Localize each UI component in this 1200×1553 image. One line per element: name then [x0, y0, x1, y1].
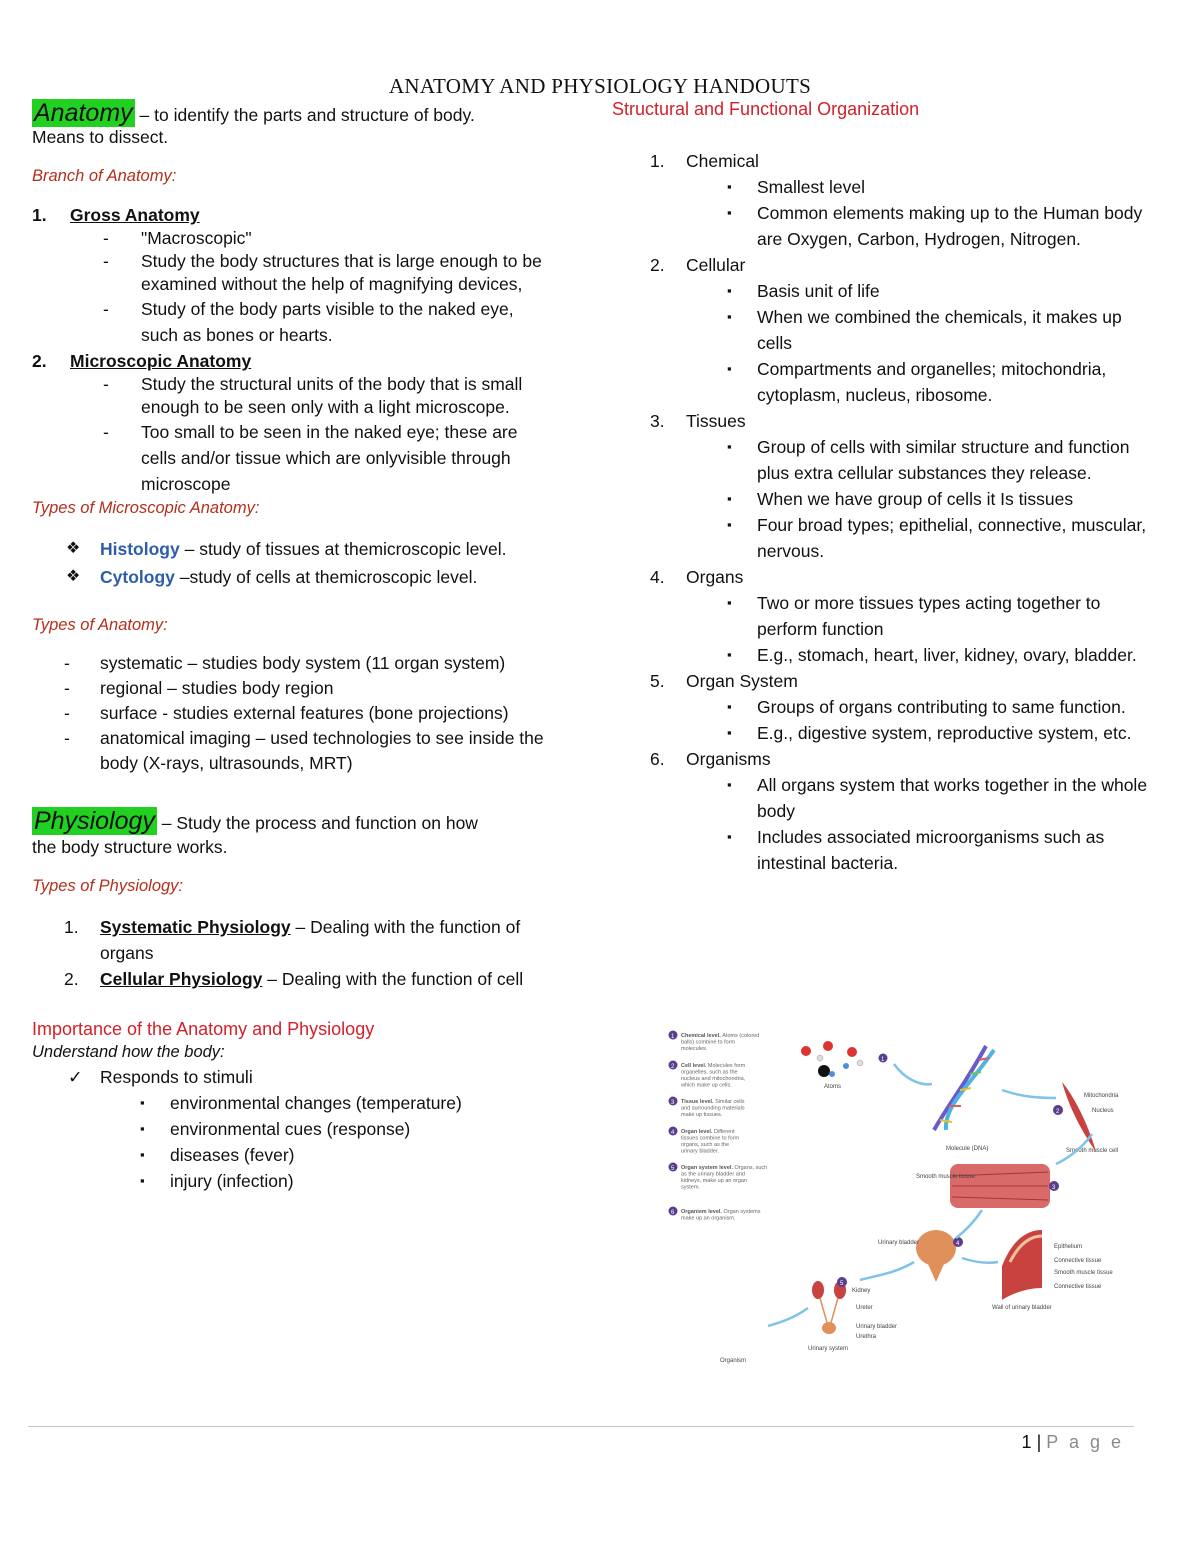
- arrow-4: [956, 1210, 982, 1238]
- anatomy-definition-text: – to identify the parts and structure of body.: [134, 105, 475, 125]
- anatomy-term: Anatomy: [34, 99, 133, 127]
- list-item: ▪ All organs system that works together in the whole body: [757, 772, 1152, 824]
- level-heading: [612, 746, 1152, 772]
- svg-text:2: 2: [671, 1064, 675, 1070]
- svg-text:1: 1: [881, 1057, 885, 1063]
- list-item: - Study the structural units of the body that is small enough to be seen only with a light microscope.: [103, 374, 523, 417]
- branch-microscopic-anatomy: [32, 350, 552, 497]
- physiology-types-list: [64, 914, 552, 992]
- list-item: ▪ Two or more tissues types acting together to perform function: [757, 590, 1152, 642]
- label-smooth-muscle-cell: Smooth muscle cell: [1066, 1148, 1119, 1154]
- list-item: ▪ When we have group of cells it Is tissues: [757, 486, 1152, 512]
- list-item: - Study the body structures that is large enough to be examined without the help of magnifying devices,: [103, 251, 542, 294]
- list-item: - Study of the body parts visible to the naked eye, such as bones or hearts.: [103, 299, 514, 345]
- list-item: - Too small to be seen in the naked eye; these are cells and/or tissue which are onlyvisible through microscope: [103, 422, 518, 494]
- svg-text:Cell level. Molecules formorga: Cell level. Molecules form organelles, such as the nucleus and mitochondria, which make up cells.: [681, 1063, 746, 1089]
- list-number: 4.: [650, 567, 665, 587]
- label-mitochondria: Mitochondria: [1084, 1093, 1119, 1099]
- atoms-illustration: [801, 1041, 888, 1090]
- list-item: ▪ injury (infection): [170, 1168, 552, 1194]
- list-item: ▪ Includes associated microorganisms such as intestinal bacteria.: [757, 824, 1152, 876]
- label-nucleus: Nucleus: [1092, 1108, 1114, 1114]
- legend-item: [669, 1061, 746, 1089]
- footer-divider: [28, 1426, 1134, 1427]
- square-bullet-icon: ▪: [727, 829, 732, 844]
- list-item: 2. Cellular Physiology – Dealing with the function of cell: [64, 969, 524, 989]
- svg-text:5: 5: [840, 1281, 844, 1287]
- list-item: - systematic – studies body system (11 organ system): [64, 653, 506, 673]
- list-number: 2.: [650, 255, 665, 275]
- organism-illustration: [720, 1358, 746, 1364]
- label-wall-of-urinary-bladder: Wall of urinary bladder: [992, 1305, 1052, 1311]
- list-number: 3.: [650, 411, 665, 431]
- level-name: Organ System: [686, 671, 798, 691]
- square-bullet-icon: ▪: [727, 595, 732, 610]
- square-bullet-icon: ▪: [727, 283, 732, 298]
- level-name: Organisms: [686, 749, 771, 769]
- organization-level: [612, 148, 1152, 252]
- svg-text:2: 2: [1056, 1109, 1060, 1115]
- level-heading: [612, 564, 1152, 590]
- physiology-definition-line2: the body structure works.: [32, 837, 228, 857]
- arrow-1: [894, 1064, 932, 1084]
- label-atoms: Atoms: [824, 1084, 842, 1090]
- list-item: ❖ Cytology –study of cells at themicroscopic level.: [100, 564, 552, 590]
- page-number: 1: [1021, 1432, 1032, 1452]
- diamond-bullet-icon: ❖: [66, 540, 81, 557]
- label-epithelium: Epithelium: [1054, 1244, 1083, 1250]
- svg-text:6: 6: [671, 1210, 675, 1216]
- list-item: ▪ Compartments and organelles; mitochondria, cytoplasm, nucleus, ribosome.: [757, 356, 1152, 408]
- square-bullet-icon: ▪: [727, 725, 732, 740]
- anatomy-definition: [32, 98, 552, 128]
- list-item: ✓ Responds to stimuli: [100, 1064, 552, 1090]
- page-footer: [1022, 1432, 1124, 1453]
- square-bullet-icon: ▪: [727, 309, 732, 324]
- label-urinary-system: Urinary system: [808, 1346, 849, 1352]
- dna-illustration: [934, 1046, 994, 1152]
- organization-level: [612, 668, 1152, 746]
- level-name: Chemical: [686, 151, 759, 171]
- list-item: ▪ Common elements making up to the Human body are Oxygen, Carbon, Hydrogen, Nitrogen.: [757, 200, 1152, 252]
- label-connective-tissue-2: Connective tissue: [1054, 1284, 1102, 1290]
- level-heading: [612, 148, 1152, 174]
- organization-levels: [612, 148, 1152, 876]
- list-item: - "Macroscopic": [103, 228, 252, 248]
- list-item: - regional – studies body region: [64, 678, 334, 698]
- arrow-2: [1002, 1090, 1056, 1098]
- anatomy-types-heading: Types of Anatomy:: [32, 616, 168, 634]
- square-bullet-icon: ▪: [727, 439, 732, 454]
- square-bullet-icon: ▪: [727, 361, 732, 376]
- list-number: 1.: [650, 151, 665, 171]
- list-item: ▪ Basis unit of life: [757, 278, 1152, 304]
- physiology-definition-text: – Study the process and function on how: [156, 813, 478, 833]
- figure-legend: [669, 1031, 768, 1222]
- label-connective-tissue: Connective tissue: [1054, 1258, 1102, 1264]
- arrow-7: [768, 1308, 808, 1326]
- label-kidney: Kidney: [852, 1288, 871, 1294]
- label-organism: Organism: [720, 1358, 747, 1364]
- page-title: ANATOMY AND PHYSIOLOGY HANDOUTS: [388, 74, 812, 98]
- microscopic-types-list: [66, 536, 552, 590]
- importance-heading: Importance of the Anatomy and Physiology: [32, 1019, 375, 1039]
- level-name: Tissues: [686, 411, 746, 431]
- label-urinary-bladder: Urinary bladder: [878, 1240, 920, 1246]
- square-bullet-icon: ▪: [727, 205, 732, 220]
- urinary-bladder-illustration: [878, 1230, 963, 1282]
- list-item: ▪ E.g., digestive system, reproductive system, etc.: [757, 720, 1152, 746]
- list-item: ▪ E.g., stomach, heart, liver, kidney, ovary, bladder.: [757, 642, 1152, 668]
- organization-diagram: [664, 1026, 1136, 1372]
- label-ureter: Ureter: [856, 1305, 873, 1311]
- label-smooth-muscle-tissue: Smooth muscle tissue: [916, 1174, 975, 1180]
- svg-text:4: 4: [671, 1130, 675, 1136]
- square-bullet-icon: ▪: [140, 1147, 145, 1162]
- legend-item: [669, 1207, 761, 1222]
- svg-text:1: 1: [671, 1034, 675, 1040]
- label-urinary-bladder-2: Urinary bladder: [856, 1324, 898, 1330]
- anatomy-definition-line2: Means to dissect.: [32, 127, 169, 147]
- legend-item: [669, 1097, 745, 1119]
- square-bullet-icon: ▪: [727, 179, 732, 194]
- label-urethra: Urethra: [856, 1334, 877, 1340]
- branch-title: Microscopic Anatomy: [70, 351, 252, 371]
- list-number: 6.: [650, 749, 665, 769]
- level-heading: [612, 252, 1152, 278]
- left-column: [32, 98, 552, 1194]
- organization-heading: Structural and Functional Organization: [612, 99, 920, 119]
- branch-gross-anatomy: [32, 204, 552, 348]
- level-name: Cellular: [686, 255, 746, 275]
- branch-title: Gross Anatomy: [70, 205, 200, 225]
- microscopic-types-heading: Types of Microscopic Anatomy:: [32, 499, 260, 517]
- organization-level: [612, 746, 1152, 876]
- square-bullet-icon: ▪: [727, 777, 732, 792]
- svg-text:5: 5: [671, 1166, 675, 1172]
- smooth-muscle-tissue-illustration: [916, 1164, 1059, 1208]
- list-number: 2.: [32, 351, 47, 371]
- importance-subheading: Understand how the body:: [32, 1043, 225, 1061]
- square-bullet-icon: ▪: [140, 1095, 145, 1110]
- svg-text:Organ system level. Organs, su: Organ system level. Organs, such as the urinary bladder and kidneys, make up an organ system.: [681, 1165, 768, 1191]
- physiology-term: Physiology: [34, 807, 155, 835]
- arrow-5: [962, 1258, 998, 1263]
- svg-text:Chemical level. Atoms (colored: Chemical level. Atoms (colored balls) combine to form molecules.: [681, 1033, 760, 1052]
- diamond-bullet-icon: ❖: [66, 568, 81, 585]
- square-bullet-icon: ▪: [140, 1173, 145, 1188]
- anatomy-types-list: [64, 651, 552, 776]
- square-bullet-icon: ▪: [727, 699, 732, 714]
- branch-heading: Branch of Anatomy:: [32, 167, 177, 185]
- svg-text:Organism level. Organ systemsm: Organism level. Organ systems make up an organism.: [681, 1209, 761, 1222]
- organization-level: [612, 564, 1152, 668]
- square-bullet-icon: ▪: [727, 647, 732, 662]
- bladder-wall-illustration: [992, 1230, 1113, 1311]
- list-number: 1.: [32, 205, 47, 225]
- physiology-definition: [32, 806, 552, 836]
- svg-text:Organ level. Differenttissues: Organ level. Different tissues combine to form organs, such as the urinary bladder.: [681, 1129, 740, 1155]
- svg-text:4: 4: [956, 1241, 960, 1247]
- level-heading: [612, 408, 1152, 434]
- page-label: P a g e: [1046, 1432, 1124, 1452]
- list-item: ▪ Four broad types; epithelial, connective, muscular, nervous.: [757, 512, 1152, 564]
- list-item: ▪ environmental cues (response): [170, 1116, 552, 1142]
- svg-text:3: 3: [1052, 1185, 1056, 1191]
- level-name: Organs: [686, 567, 744, 587]
- urinary-system-illustration: [808, 1277, 897, 1352]
- page-separator: |: [1036, 1432, 1042, 1452]
- list-item: ▪ Group of cells with similar structure and function plus extra cellular substances they release.: [757, 434, 1152, 486]
- label-molecule: Molecule (DNA): [946, 1146, 989, 1152]
- list-item: 1. Systematic Physiology – Dealing with the function of organs: [64, 917, 521, 963]
- right-column: [612, 96, 1152, 876]
- list-item: ❖ Histology – study of tissues at themicroscopic level.: [100, 536, 552, 562]
- levels-of-organization-figure: [664, 1026, 1136, 1372]
- svg-text:Tissue level. Similar cellsand: Tissue level. Similar cells and surrounding materials make up tissues.: [681, 1099, 745, 1118]
- list-number: 5.: [650, 671, 665, 691]
- organization-level: [612, 408, 1152, 564]
- checkmark-icon: ✓: [68, 1067, 83, 1087]
- legend-item: [669, 1127, 740, 1155]
- list-item: ▪ diseases (fever): [170, 1142, 552, 1168]
- label-smooth-muscle-tissue-2: Smooth muscle tissue: [1054, 1270, 1113, 1276]
- level-heading: [612, 668, 1152, 694]
- square-bullet-icon: ▪: [727, 517, 732, 532]
- square-bullet-icon: ▪: [140, 1121, 145, 1136]
- physiology-types-heading: Types of Physiology:: [32, 877, 184, 895]
- legend-item: [669, 1163, 768, 1191]
- list-item: ▪ environmental changes (temperature): [170, 1090, 552, 1116]
- legend-item: [669, 1031, 760, 1053]
- svg-text:3: 3: [671, 1100, 675, 1106]
- list-item: ▪ When we combined the chemicals, it makes up cells: [757, 304, 1152, 356]
- importance-list: [68, 1064, 552, 1194]
- list-item: - anatomical imaging – used technologies to see inside the body (X-rays, ultrasounds, MRT): [64, 728, 544, 773]
- list-item: ▪ Groups of organs contributing to same function.: [757, 694, 1152, 720]
- square-bullet-icon: ▪: [727, 491, 732, 506]
- list-item: ▪ Smallest level: [757, 174, 1152, 200]
- organization-level: [612, 252, 1152, 408]
- arrow-6: [860, 1262, 914, 1280]
- list-item: - surface - studies external features (bone projections): [64, 703, 509, 723]
